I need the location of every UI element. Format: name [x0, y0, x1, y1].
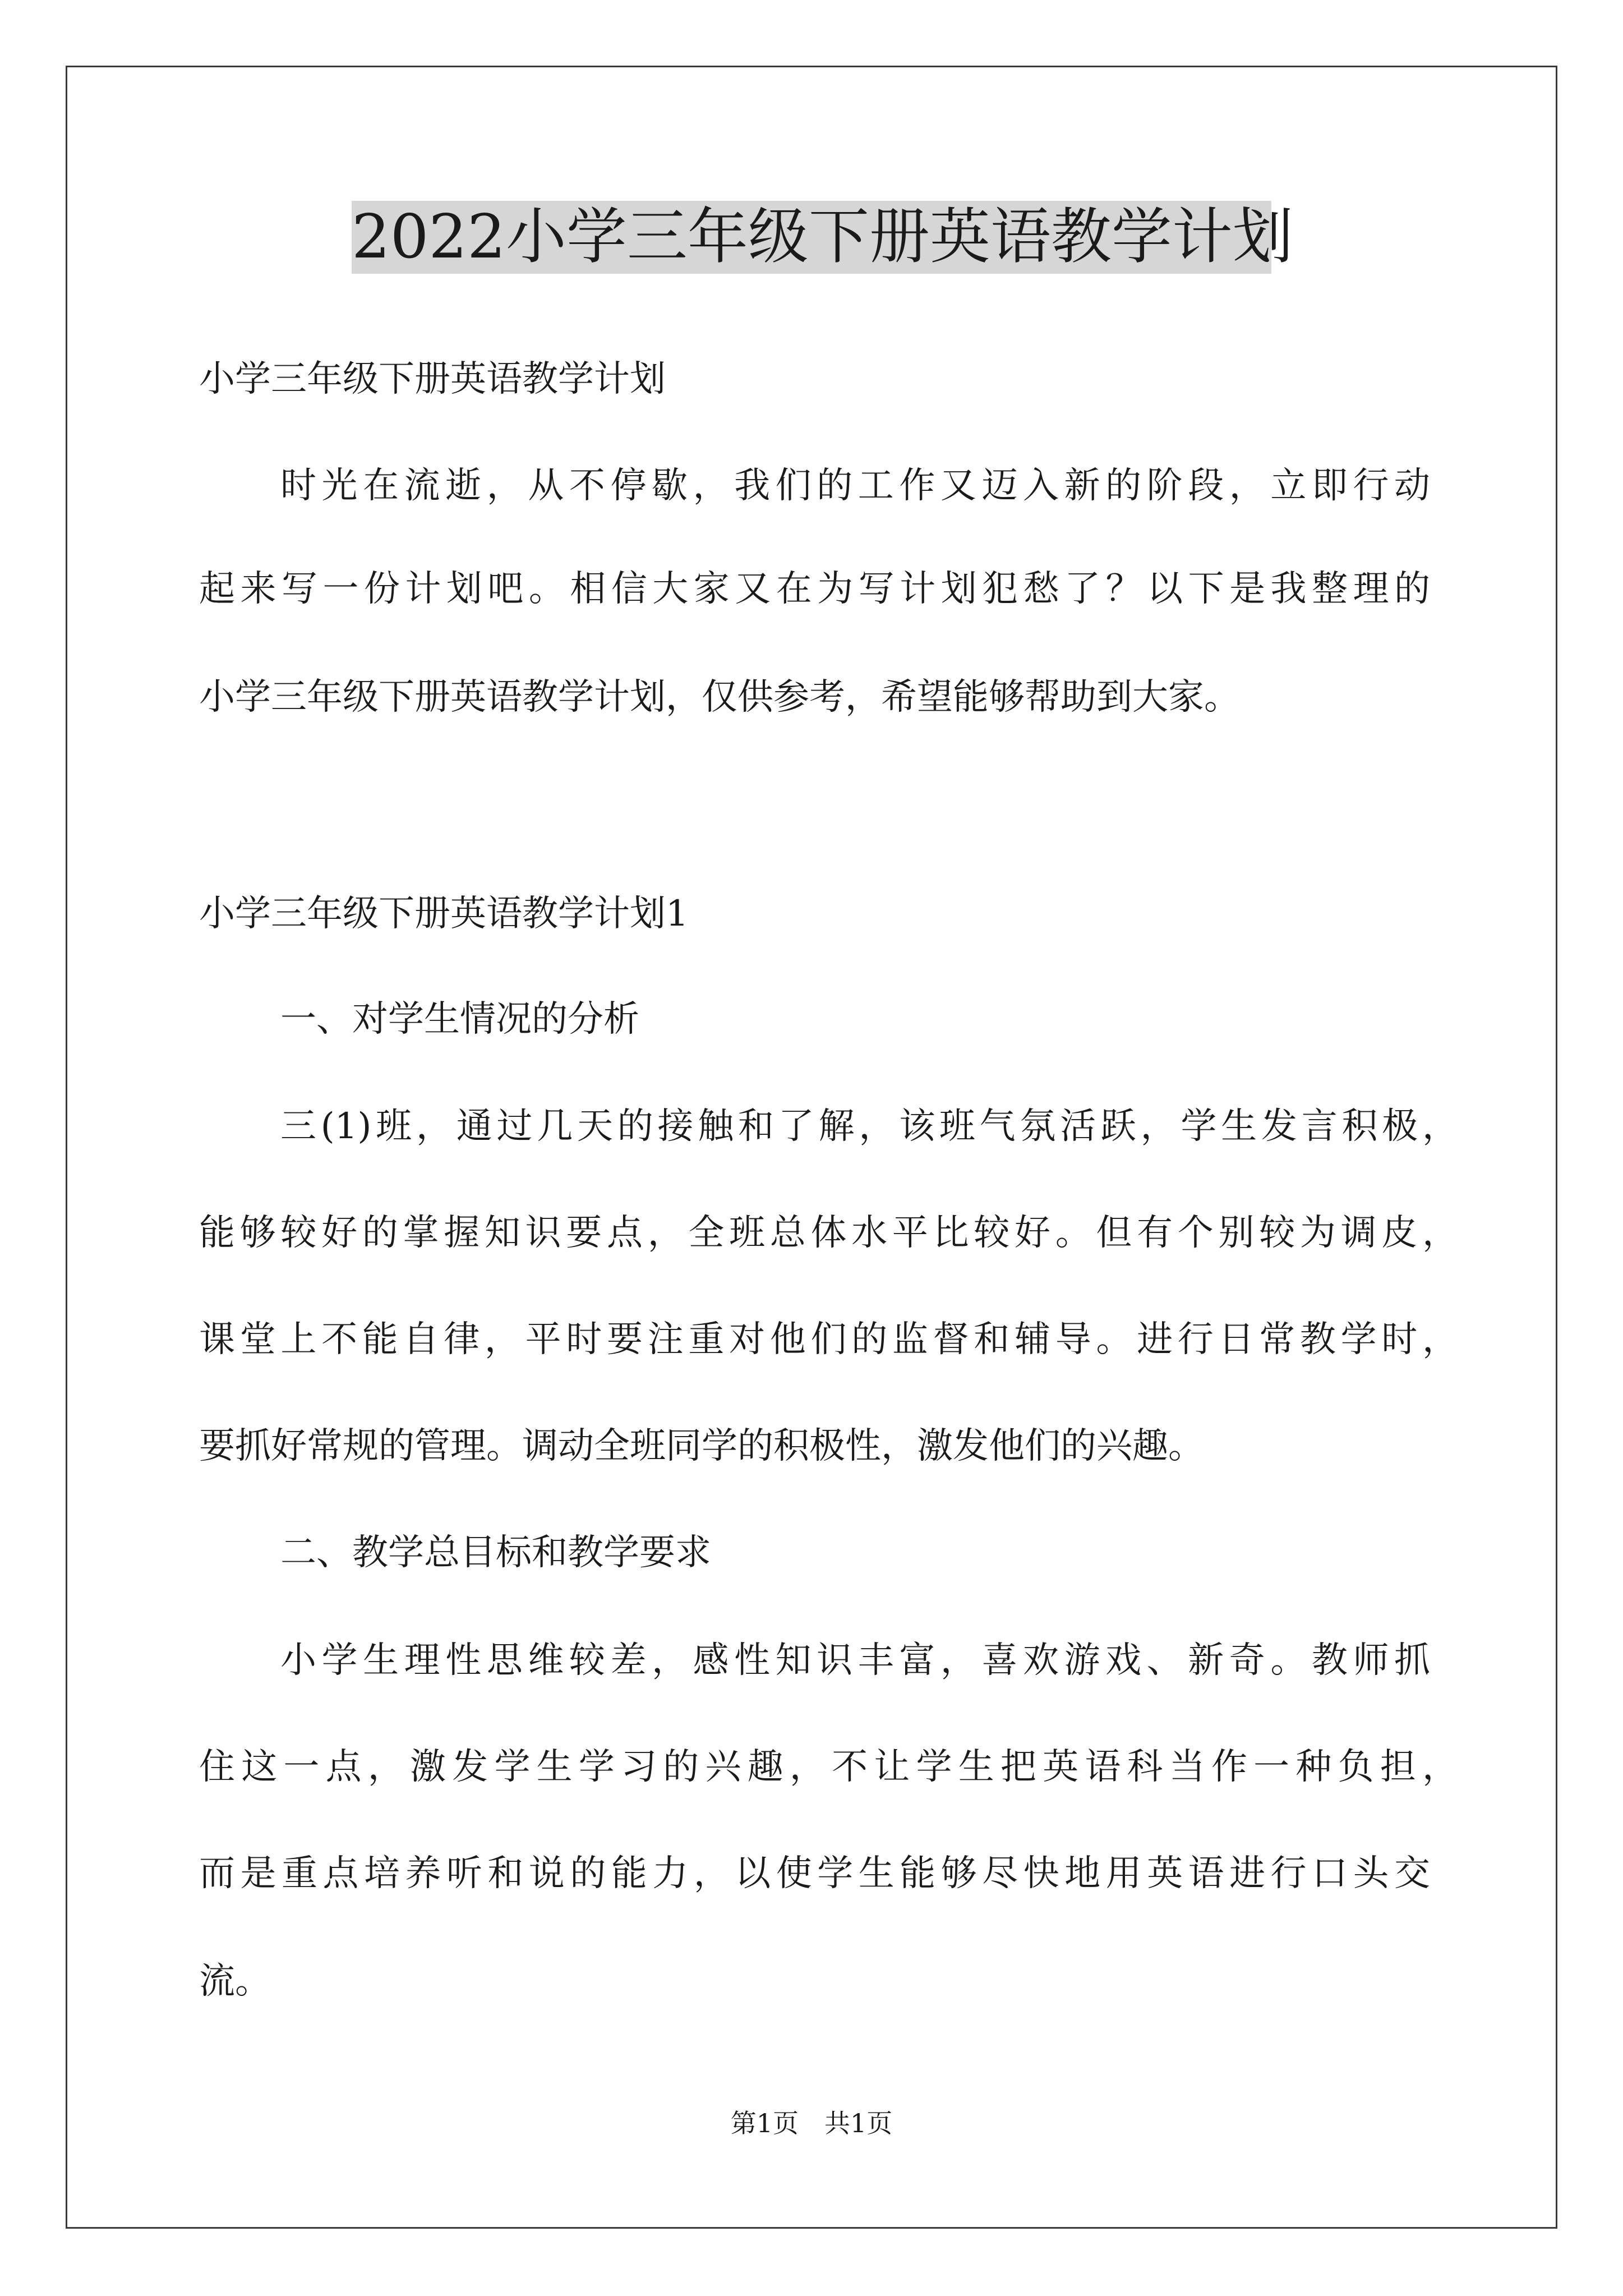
section-heading: 小学三年级下册英语教学计划1	[199, 893, 689, 935]
document-title: 2022小学三年级下册英语教学计划	[352, 201, 1271, 274]
subheading-2: 二、教学总目标和教学要求	[280, 1532, 711, 1573]
para1-line-1: 三(1)班，通过几天的接触和了解，该班气氛活跃，学生发言积极，	[280, 1106, 1458, 1147]
para1-line-3: 课堂上不能自律，平时要注重对他们的监督和辅导。进行日常教学时，	[199, 1319, 1458, 1360]
para2-line-4: 流。	[199, 1961, 271, 2002]
para1-line-2: 能够较好的掌握知识要点，全班总体水平比较好。但有个别较为调皮，	[199, 1212, 1458, 1254]
intro-line-2: 起来写一份计划吧。相信大家又在为写计划犯愁了？以下是我整理的	[199, 568, 1430, 610]
page-number-footer: 第1页 共1页	[730, 2108, 893, 2138]
para2-line-3: 而是重点培养听和说的能力，以使学生能够尽快地用英语进行口头交	[199, 1853, 1430, 1894]
subheading-1: 一、对学生情况的分析	[280, 999, 639, 1040]
para2-line-1: 小学生理性思维较差，感性知识丰富，喜欢游戏、新奇。教师抓	[280, 1640, 1430, 1681]
intro-line-3: 小学三年级下册英语教学计划，仅供参考，希望能够帮助到大家。	[199, 677, 1240, 718]
intro-line-1: 时光在流逝，从不停歇，我们的工作又迈入新的阶段，立即行动	[280, 465, 1430, 507]
para1-line-4: 要抓好常规的管理。调动全班同学的积极性，激发他们的兴趣。	[199, 1425, 1204, 1467]
subtitle-line: 小学三年级下册英语教学计划	[199, 358, 666, 400]
para2-line-2: 住这一点，激发学生学习的兴趣，不让学生把英语科当作一种负担，	[199, 1746, 1458, 1788]
